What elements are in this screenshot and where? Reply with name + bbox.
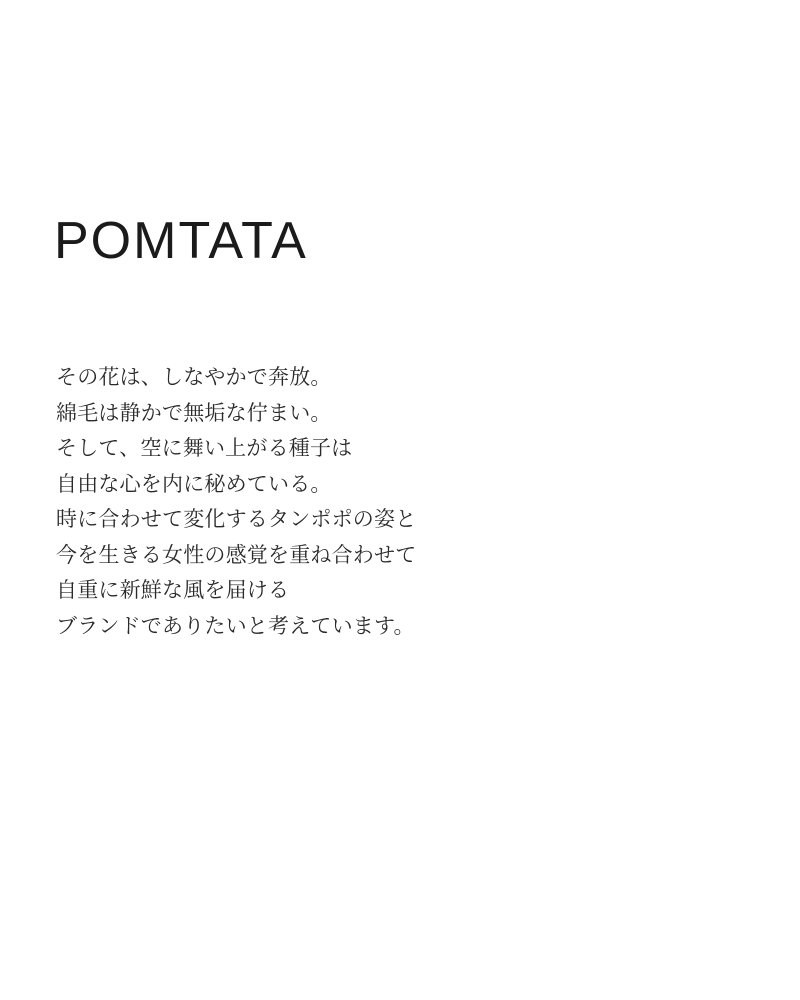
page-title: POMTATA <box>54 211 308 270</box>
statement-line: 自由な心を内に秘めている。 <box>56 471 332 496</box>
statement-line: ブランドでありたいと考えています。 <box>56 613 415 638</box>
statement-line: 自重に新鮮な風を届ける <box>56 578 290 602</box>
statement-line: そして、空に舞い上がる種子は <box>56 436 353 460</box>
statement-line: 綿毛は静かで無垢な佇まい。 <box>56 400 332 425</box>
statement-line: 今を生きる女性の感覚を重ね合わせて <box>56 542 417 567</box>
statement-line: その花は、しなやかで奔放。 <box>56 365 332 389</box>
brand-statement-block <box>56 360 696 644</box>
statement-line: 時に合わせて変化するタンポポの姿と <box>56 507 417 531</box>
